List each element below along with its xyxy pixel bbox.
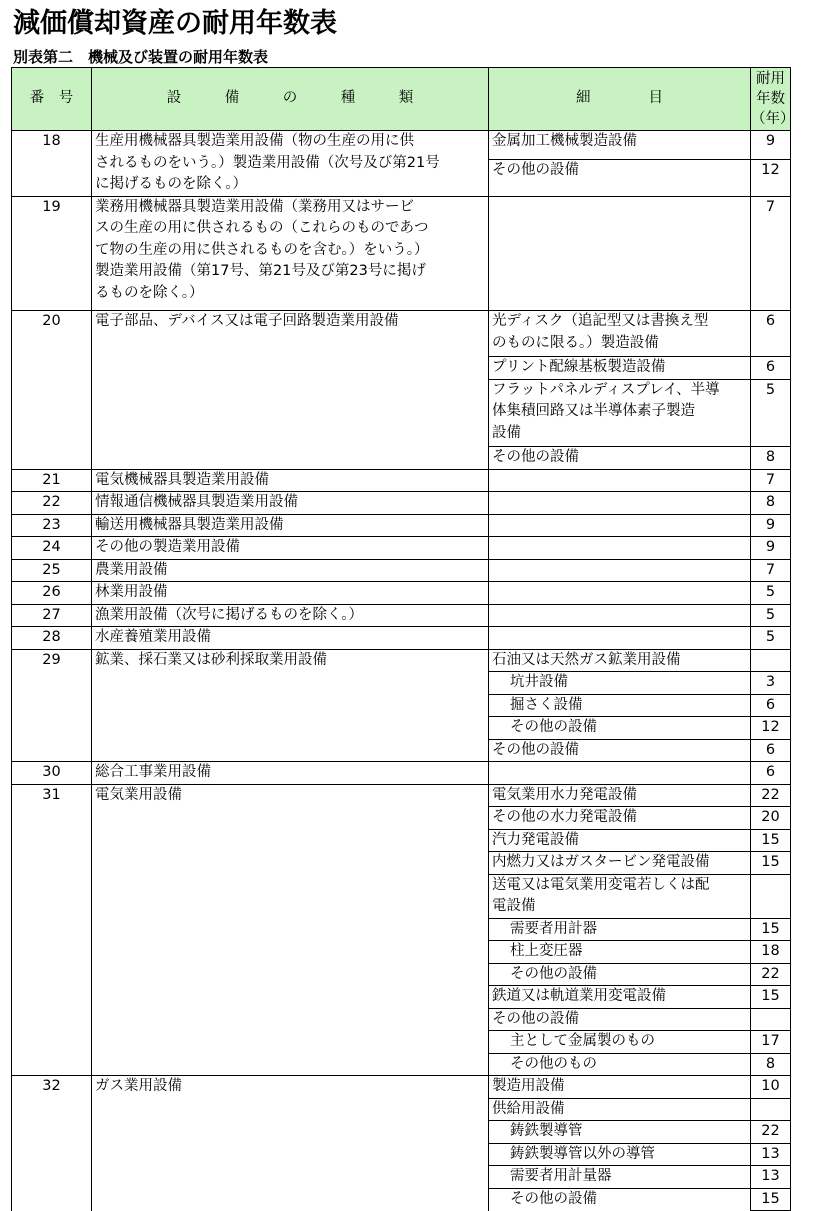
equipment-category: 漁業用設備（次号に掲げるものを除く。） [92, 604, 489, 627]
useful-life-years: 5 [751, 379, 791, 447]
useful-life-years: 18 [751, 941, 791, 964]
detail-item [489, 582, 751, 605]
detail-item: その他の設備 [489, 1188, 751, 1211]
detail-item: その他の設備 [489, 717, 751, 740]
equipment-category: 鉱業、採石業又は砂利採取業用設備 [92, 649, 489, 762]
row-number: 30 [12, 762, 92, 785]
useful-life-years: 3 [751, 672, 791, 695]
detail-item: プリント配線基板製造設備 [489, 357, 751, 380]
header-row [12, 68, 791, 131]
useful-life-years: 12 [751, 717, 791, 740]
useful-life-years: 13 [751, 1143, 791, 1166]
row-number: 29 [12, 649, 92, 762]
table-row [12, 514, 791, 537]
detail-item [489, 559, 751, 582]
equipment-category: 総合工事業用設備 [92, 762, 489, 785]
detail-item [489, 492, 751, 515]
detail-item: 光ディスク（追記型又は書換え型 のものに限る。）製造設備 [489, 311, 751, 357]
equipment-category: ガス業用設備 [92, 1076, 489, 1211]
useful-life-years: 10 [751, 1076, 791, 1099]
detail-item: その他の設備 [489, 963, 751, 986]
equipment-category: 業務用機械器具製造業用設備（業務用又はサービ スの生産の用に供されるもの（これらのものであつ て物の生産の用に供されるものを含む。）をいう。） 製造業用設備（第17号、第21号及び第23号に掲げ るものを除く。） [92, 196, 489, 311]
table-row [12, 559, 791, 582]
detail-item: 送電又は電気業用変電若しくは配 電設備 [489, 874, 751, 918]
detail-item: フラットパネルディスプレイ、半導 体集積回路又は半導体素子製造 設備 [489, 379, 751, 447]
detail-item [489, 604, 751, 627]
useful-life-years: 6 [751, 739, 791, 762]
row-number: 21 [12, 469, 92, 492]
equipment-category: 電子部品、デバイス又は電子回路製造業用設備 [92, 311, 489, 470]
useful-life-years [751, 1098, 791, 1121]
row-number: 26 [12, 582, 92, 605]
detail-item: その他の設備 [489, 739, 751, 762]
table-row [12, 492, 791, 515]
detail-item: 需要者用計器 [489, 918, 751, 941]
detail-item [489, 514, 751, 537]
detail-item: 柱上変圧器 [489, 941, 751, 964]
table-row [12, 604, 791, 627]
equipment-category: 電気業用設備 [92, 784, 489, 1076]
row-number: 25 [12, 559, 92, 582]
useful-life-years: 5 [751, 604, 791, 627]
equipment-category: 林業用設備 [92, 582, 489, 605]
detail-item: 坑井設備 [489, 672, 751, 695]
useful-life-years: 22 [751, 963, 791, 986]
useful-life-years: 7 [751, 559, 791, 582]
header-detail: 細 目 [489, 68, 751, 131]
table-row [12, 762, 791, 785]
useful-life-years: 7 [751, 469, 791, 492]
table-row [12, 469, 791, 492]
detail-item: その他の設備 [489, 159, 751, 196]
equipment-category: 輸送用機械器具製造業用設備 [92, 514, 489, 537]
table-row [12, 311, 791, 357]
useful-life-years: 8 [751, 447, 791, 470]
detail-item: 石油又は天然ガス鉱業用設備 [489, 649, 751, 672]
detail-item: 掘さく設備 [489, 694, 751, 717]
detail-item: 鉄道又は軌道業用変電設備 [489, 986, 751, 1009]
row-number: 27 [12, 604, 92, 627]
detail-item [489, 469, 751, 492]
row-number: 22 [12, 492, 92, 515]
useful-life-years: 22 [751, 784, 791, 807]
equipment-category: 生産用機械器具製造業用設備（物の生産の用に供 されるものをいう。）製造業用設備（次号及び第21号 に掲げるものを除く。） [92, 131, 489, 197]
header-number: 番 号 [12, 68, 92, 131]
table-row [12, 627, 791, 650]
table-row [12, 784, 791, 807]
row-number: 20 [12, 311, 92, 470]
useful-life-years [751, 1008, 791, 1031]
useful-life-years: 7 [751, 196, 791, 311]
detail-item [489, 537, 751, 560]
detail-item: 鋳鉄製導管以外の導管 [489, 1143, 751, 1166]
detail-item: 製造用設備 [489, 1076, 751, 1099]
detail-item: 需要者用計量器 [489, 1166, 751, 1189]
row-number: 23 [12, 514, 92, 537]
useful-life-years: 12 [751, 159, 791, 196]
useful-life-years: 15 [751, 986, 791, 1009]
useful-life-years: 9 [751, 514, 791, 537]
equipment-category: 電気機械器具製造業用設備 [92, 469, 489, 492]
useful-life-years: 15 [751, 1188, 791, 1211]
row-number: 19 [12, 196, 92, 311]
useful-life-years: 5 [751, 627, 791, 650]
table-row [12, 196, 791, 311]
row-number: 31 [12, 784, 92, 1076]
useful-life-years: 22 [751, 1121, 791, 1144]
useful-life-years: 8 [751, 1053, 791, 1076]
detail-item: 供給用設備 [489, 1098, 751, 1121]
detail-item: その他のもの [489, 1053, 751, 1076]
useful-life-years: 20 [751, 807, 791, 830]
detail-item: その他の水力発電設備 [489, 807, 751, 830]
useful-life-years: 6 [751, 357, 791, 380]
detail-item: 内燃力又はガスタービン発電設備 [489, 852, 751, 875]
detail-item: 金属加工機械製造設備 [489, 131, 751, 160]
table-row [12, 582, 791, 605]
useful-life-years [751, 649, 791, 672]
header-category: 設 備 の 種 類 [92, 68, 489, 131]
detail-item [489, 627, 751, 650]
row-number: 28 [12, 627, 92, 650]
useful-life-years: 13 [751, 1166, 791, 1189]
detail-item: 主として金属製のもの [489, 1031, 751, 1054]
detail-item [489, 196, 751, 311]
page-title: 減価償却資産の耐用年数表 [13, 8, 337, 39]
detail-item: 汽力発電設備 [489, 829, 751, 852]
row-number: 24 [12, 537, 92, 560]
table-row [12, 537, 791, 560]
detail-item: 電気業用水力発電設備 [489, 784, 751, 807]
equipment-category: 農業用設備 [92, 559, 489, 582]
useful-life-years [751, 874, 791, 918]
useful-life-years: 15 [751, 852, 791, 875]
table-subtitle: 別表第二 機械及び装置の耐用年数表 [13, 48, 269, 66]
useful-life-years: 9 [751, 131, 791, 160]
row-number: 18 [12, 131, 92, 197]
detail-item [489, 762, 751, 785]
detail-item: その他の設備 [489, 1008, 751, 1031]
table-row [12, 649, 791, 672]
useful-life-years: 9 [751, 537, 791, 560]
useful-life-years: 6 [751, 311, 791, 357]
useful-life-table [11, 67, 795, 1211]
row-number: 32 [12, 1076, 92, 1211]
equipment-category: 情報通信機械器具製造業用設備 [92, 492, 489, 515]
table-row [12, 1076, 791, 1099]
detail-item: 鋳鉄製導管 [489, 1121, 751, 1144]
useful-life-years: 15 [751, 918, 791, 941]
equipment-category: 水産養殖業用設備 [92, 627, 489, 650]
equipment-category: その他の製造業用設備 [92, 537, 489, 560]
detail-item: その他の設備 [489, 447, 751, 470]
table-body [12, 131, 791, 1211]
table-row [12, 131, 791, 160]
useful-life-years: 6 [751, 694, 791, 717]
useful-life-years: 5 [751, 582, 791, 605]
useful-life-years: 17 [751, 1031, 791, 1054]
useful-life-years: 8 [751, 492, 791, 515]
useful-life-years: 15 [751, 829, 791, 852]
header-years: 耐用 年数 （年） [751, 68, 791, 131]
useful-life-years: 6 [751, 762, 791, 785]
